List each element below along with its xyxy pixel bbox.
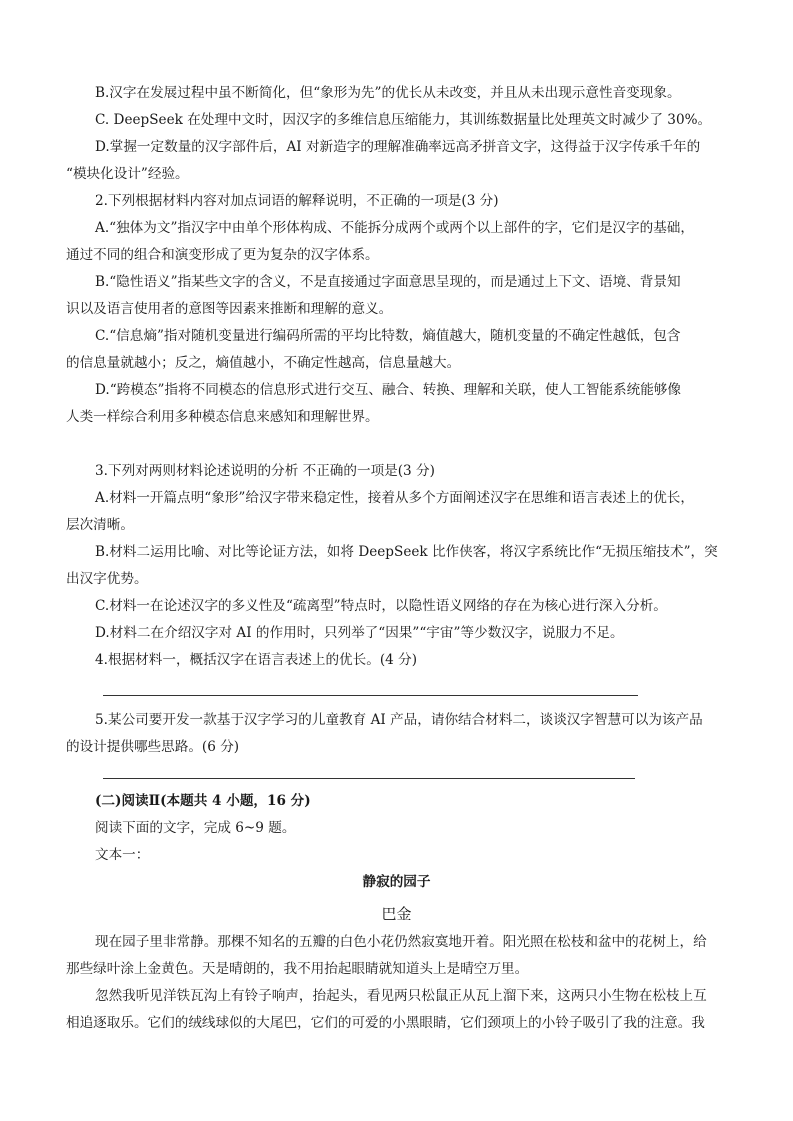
q3-option-c: C.材料一在论述汉字的多义性及“疏离型”特点时，以隐性语义网络的存在为核心进行深入分析。 [95,598,667,614]
text-one-label: 文本一： [95,847,150,863]
reading-instruction: 阅读下面的文字，完成 6~9 题。 [95,820,296,836]
paragraph-1-line2: 那些绿叶涂上金黄色。天是晴朗的，我不用抬起眼睛就知道头上是晴空万里。 [66,961,529,977]
paragraph-2-line2: 相追逐取乐。它们的绒线球似的大尾巴，它们的可爱的小黑眼睛，它们颈项上的小铃子吸引了我的注意。我 [66,1015,705,1031]
q2-option-a-line1: A.“独体为文”指汉字中由单个形体构成、不能拆分成两个或两个以上部件的字，它们是汉字的基础， [95,220,694,236]
article-author: 巴金 [381,905,412,923]
q3-option-a-line2: 层次清晰。 [66,517,134,533]
answer-line-q4 [103,695,638,696]
q2-option-b-line2: 识以及语言使用者的意图等因素来推断和理解的意义。 [66,301,393,317]
q2-option-d-line1: D.“跨模态”指将不同模态的信息形式进行交互、融合、转换、理解和关联，使人工智能系统能够像 [95,382,681,398]
q3-option-a-line1: A.材料一开篇点明“象形”给汉字带来稳定性，接着从多个方面阐述汉字在思维和语言表述上的优长， [95,490,694,506]
q2-option-b-line1: B.“隐性语义”指某些文字的含义，不是直接通过字面意思呈现的，而是通过上下文、语境、背景知 [95,274,681,290]
q1-option-d-line2: “模块化设计”经验。 [66,166,189,182]
q1-option-d-line1: D.掌握一定数量的汉字部件后，AI 对新造字的理解准确率远高矛拼音文字，这得益于汉字传承千年的 [95,139,701,155]
q2-option-a-line2: 通过不同的组合和演变形成了更为复杂的汉字体系。 [66,247,379,263]
q3-option-d: D.材料二在介绍汉字对 AI 的作用时，只列举了“因果”“宇宙”等少数汉字，说服力不足。 [95,625,624,641]
answer-line-q5 [103,778,635,779]
question-3: 3.下列对两则材料论述说明的分析 不正确的一项是(3 分) [95,463,435,479]
question-2: 2.下列根据材料内容对加点词语的解释说明，不正确的一项是(3 分) [95,193,499,209]
paragraph-1-line1: 现在园子里非常静。那棵不知名的五瓣的白色小花仍然寂寞地开着。阳光照在松枝和盆中的花树上，给 [95,934,707,950]
q1-option-b: B.汉字在发展过程中虽不断简化，但“象形为先”的优长从未改变，并且从未出现示意性音变现象。 [95,85,681,101]
paragraph-2-line1: 忽然我听见洋铁瓦沟上有铃子响声，抬起头，看见两只松鼠正从瓦上溜下来，这两只小生物在松枝上互 [95,988,707,1004]
q2-option-c-line2: 的信息量就越小；反之，熵值越小，不确定性越高，信息量越大。 [66,355,461,371]
q1-option-c: C. DeepSeek 在处理中文时，因汉字的多维信息压缩能力，其训练数据量比处理英文时减少了 30%。 [95,112,712,128]
question-4: 4.根据材料一，概括汉字在语言表述上的优长。(4 分) [95,652,418,668]
article-title: 静寂的园子 [362,874,431,890]
q3-option-b-line1: B.材料二运用比喻、对比等论证方法，如将 DeepSeek 比作侠客，将汉字系统比作“无损压缩技术”，突 [95,544,718,560]
q3-option-b-line2: 出汉字优势。 [66,571,148,587]
question-5-line2: 的设计提供哪些思路。(6 分) [66,739,240,755]
q2-option-d-line2: 人类一样综合利用多种模态信息来感知和理解世界。 [66,409,379,425]
q2-option-c-line1: C.“信息熵”指对随机变量进行编码所需的平均比特数，熵值越大，随机变量的不确定性越低，包含 [95,328,681,344]
question-5-line1: 5.某公司要开发一款基于汉字学习的儿童教育 AI 产品，请你结合材料二，谈谈汉字智慧可以为该产品 [95,712,703,728]
section-heading: (二)阅读Ⅱ(本题共 4 小题，16 分) [95,793,311,809]
